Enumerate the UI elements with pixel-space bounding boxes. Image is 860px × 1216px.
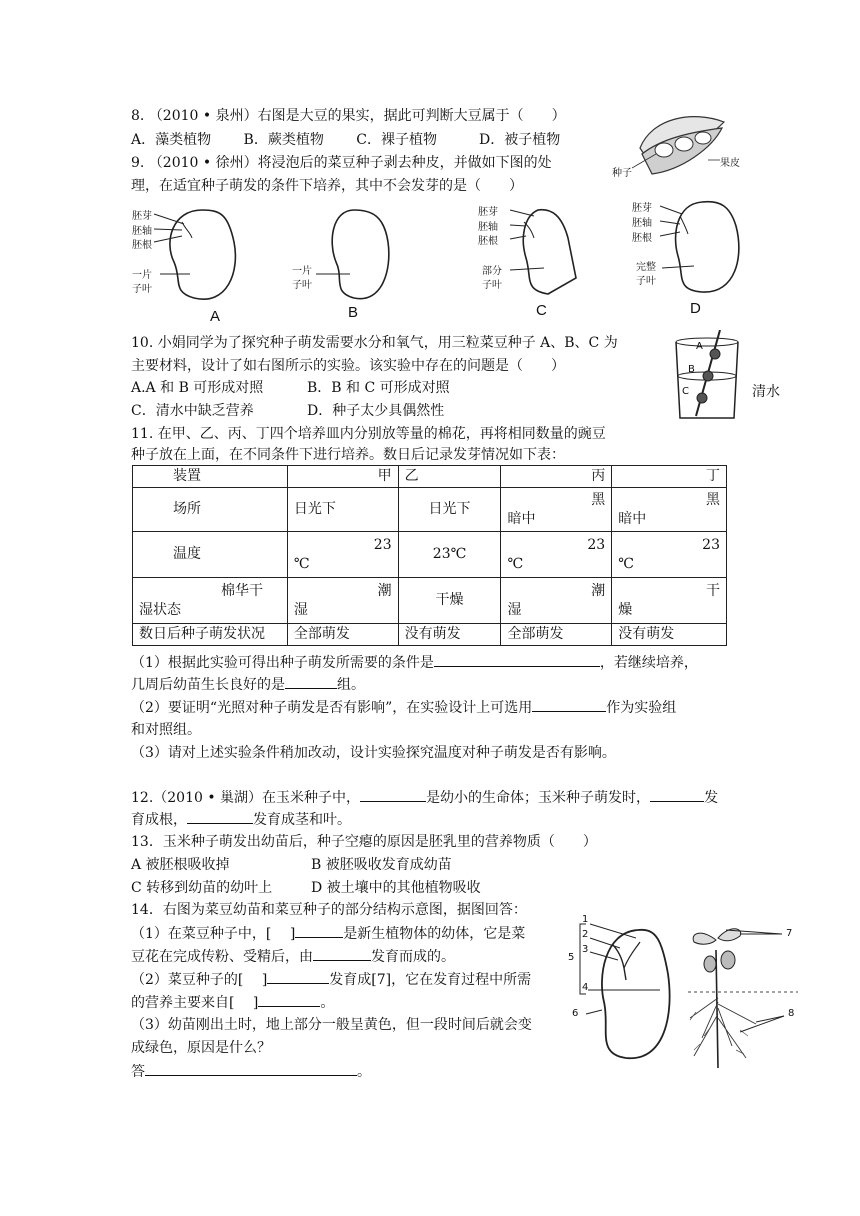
beaker-seed-a: A xyxy=(696,341,703,352)
fig-c-label-hypocotyl: 胚轴 xyxy=(478,222,498,233)
table-cell: 数日后种子萌发状况 xyxy=(133,624,288,646)
q13-option-b: B 被胚吸收发育成幼苗 xyxy=(311,857,452,873)
table-cell xyxy=(501,578,612,624)
fig-d-label-plumule: 胚芽 xyxy=(632,203,652,214)
q11-sub3: （3）请对上述实验条件稍加改动，设计实验探究温度对种子萌发是否有影响。 xyxy=(131,745,616,761)
table-cell: 日光下 xyxy=(398,488,501,532)
q14-s2b: 发育成[7]，它在发育过程中所需 xyxy=(329,972,532,988)
fig-num-2: 2 xyxy=(582,929,589,940)
q11-s1b: ，若继续培养， xyxy=(599,655,698,671)
q10-stem-2: 主要材料，设计了如右图所示的实验。该实验中存在的问题是（ ） xyxy=(131,358,565,374)
q12-line2 xyxy=(131,809,351,830)
answer-blank[interactable] xyxy=(532,697,606,712)
table-cell: 丙 xyxy=(501,466,612,488)
table-row xyxy=(133,578,727,624)
answer-blank[interactable] xyxy=(313,946,371,961)
q12-d: 育成根， xyxy=(131,812,187,828)
table-cell: 装置 xyxy=(133,466,288,488)
answer-blank[interactable] xyxy=(267,969,329,984)
q14-sub3-line1: （3）幼苗刚出土时，地上部分一般呈黄色，但一段时间后就会变 xyxy=(131,1017,532,1033)
fig-num-6: 6 xyxy=(572,1008,579,1019)
fig-num-1: 1 xyxy=(582,914,589,925)
fig-num-3: 3 xyxy=(582,944,589,955)
cell-line: 暗中 xyxy=(618,510,647,527)
soybean-pod-figure xyxy=(612,108,740,188)
table-cell: 干燥 xyxy=(398,578,501,624)
seed-figure-a xyxy=(132,202,272,327)
q11-sub1-line2 xyxy=(131,674,365,695)
pod-peel-label: 果皮 xyxy=(720,158,740,169)
beaker-water-label: 清水 xyxy=(752,384,780,400)
table-row xyxy=(133,532,727,578)
fig-c-label-plumule: 胚芽 xyxy=(478,207,498,218)
q14-s2c: 的营养主要来自[ ] xyxy=(131,995,259,1011)
table-cell: 全部萌发 xyxy=(287,624,398,646)
fig-num-7: 7 xyxy=(786,928,793,939)
q12-e: 发育成茎和叶。 xyxy=(253,812,351,828)
answer-blank[interactable] xyxy=(145,1061,357,1076)
fig-a-label-hypocotyl: 胚轴 xyxy=(132,226,152,237)
q14-sub2-line1 xyxy=(131,969,531,990)
fig-d-label-whole: 完整 xyxy=(636,262,656,273)
table-cell xyxy=(133,578,288,624)
beaker-seed-c: C xyxy=(682,386,689,397)
q14-sub3-line2: 成绿色，原因是什么？ xyxy=(131,1040,271,1056)
cell-line: 干 xyxy=(706,582,720,599)
cell-line: 23 xyxy=(702,536,720,553)
fig-c-label-radicle: 胚根 xyxy=(478,236,498,247)
answer-blank[interactable] xyxy=(650,787,704,802)
cell-line: 23 xyxy=(587,536,606,553)
fig-a-label-radicle: 胚根 xyxy=(132,240,152,251)
table-cell: 日光下 xyxy=(287,488,398,532)
fig-a-label-cotyledon: 子叶 xyxy=(132,284,152,295)
table-cell xyxy=(612,532,727,578)
cell-line: 23 xyxy=(373,536,392,553)
cell-line: ℃ xyxy=(507,555,524,572)
cell-line: 棉华干 xyxy=(221,582,263,599)
q11-sub2-line1 xyxy=(131,697,676,718)
q10-option-b: B．B 和 C 可形成对照 xyxy=(307,380,450,396)
q13-stem: 13．玉米种子萌发出幼苗后，种子空瘪的原因是胚乳里的营养物质（ ） xyxy=(131,834,597,850)
fig-d-label-hypocotyl: 胚轴 xyxy=(632,218,652,229)
q13-option-d: D 被土壤中的其他植物吸收 xyxy=(311,880,481,896)
q14-s3d: 。 xyxy=(357,1064,371,1080)
cell-line: 黑 xyxy=(706,491,720,508)
fig-num-4: 4 xyxy=(582,982,589,993)
cell-line: 暗中 xyxy=(507,510,536,527)
cell-line: 湿状态 xyxy=(139,601,181,618)
q14-stem: 14．右图为菜豆幼苗和菜豆种子的部分结构示意图，据图回答： xyxy=(131,902,527,918)
q11-s1c: 几周后幼苗生长良好的是 xyxy=(131,677,285,693)
cell-line: ℃ xyxy=(618,555,634,572)
q14-s2d: 。 xyxy=(320,995,335,1011)
answer-blank[interactable] xyxy=(295,923,343,938)
fig-a-label-one: 一片 xyxy=(132,270,152,281)
q10-stem-1: 10. 小娟同学为了探究种子萌发需要水分和氧气，用三粒菜豆种子 A、B、C 为 xyxy=(131,335,618,351)
q11-sub1-line1 xyxy=(131,652,698,673)
q9-stem-1: 9. （2010 • 徐州）将浸泡后的菜豆种子剥去种皮，并做如下图的处 xyxy=(131,155,552,171)
table-cell xyxy=(287,578,398,624)
q11-s1a: （1）根据此实验可得出种子萌发所需要的条件是 xyxy=(131,655,434,671)
answer-blank[interactable] xyxy=(187,809,253,824)
table-cell: 23℃ xyxy=(398,532,501,578)
q14-s1a: （1）在菜豆种子中，[ ] xyxy=(131,926,296,942)
seed-figure-d xyxy=(632,196,762,316)
cell-line: 潮 xyxy=(377,582,392,599)
q14-sub1-line1 xyxy=(131,923,525,944)
table-cell: 没有萌发 xyxy=(612,624,727,646)
seed-figure-c xyxy=(478,198,608,318)
q13-option-c: C 转移到幼苗的幼叶上 xyxy=(131,880,273,896)
q14-s2a: （2）菜豆种子的[ ] xyxy=(131,972,268,988)
q12-line1 xyxy=(131,787,718,808)
q12-c: 发 xyxy=(704,790,719,806)
cell-line: 湿 xyxy=(293,601,308,618)
answer-blank[interactable] xyxy=(285,674,337,689)
answer-blank[interactable] xyxy=(360,787,426,802)
bean-seed-seedling-figure xyxy=(560,914,810,1068)
table-cell: 温度 xyxy=(133,532,288,578)
q11-s1d: 组。 xyxy=(337,677,365,693)
fig-d-letter: D xyxy=(690,300,701,317)
experiment-table xyxy=(132,465,727,646)
fig-a-letter: A xyxy=(210,308,221,325)
q14-sub1-line2 xyxy=(131,946,455,967)
fig-c-letter: C xyxy=(536,302,547,319)
q11-s2a: （2）要证明“光照对种子萌发是否有影响”，在实验设计上可选用 xyxy=(131,700,533,716)
table-cell: 全部萌发 xyxy=(501,624,612,646)
q12-a: 12.（2010 • 巢湖）在玉米种子中， xyxy=(131,790,361,806)
pod-seed-label: 种子 xyxy=(612,168,632,179)
fig-num-5: 5 xyxy=(568,952,575,963)
q10-option-d: D．种子太少具偶然性 xyxy=(307,403,445,419)
table-row xyxy=(133,466,727,488)
beaker-seed-b: B xyxy=(688,364,695,375)
beaker-figure xyxy=(670,330,790,425)
seed-figure-b xyxy=(292,206,412,326)
table-row xyxy=(133,488,727,532)
cell-line: 湿 xyxy=(507,601,522,618)
cell-line: 黑 xyxy=(591,491,606,508)
q8-stem: 8. （2010 • 泉州）右图是大豆的果实，据此可判断大豆属于（ ） xyxy=(131,108,566,124)
table-cell xyxy=(287,532,398,578)
fig-c-label-cotyledon: 子叶 xyxy=(482,280,502,291)
q10-option-c: C．清水中缺乏营养 xyxy=(131,403,254,419)
q12-b: 是幼小的生命体；玉米种子萌发时， xyxy=(426,790,651,806)
fig-num-8: 8 xyxy=(788,1008,795,1019)
fig-b-label-one: 一片 xyxy=(292,266,312,277)
cell-line: 潮 xyxy=(591,582,606,599)
table-cell: 场所 xyxy=(133,488,288,532)
q11-stem-1: 11. 在甲、乙、丙、丁四个培养皿内分别放等量的棉花，再将相同数量的豌豆 xyxy=(131,426,606,442)
q11-sub2-line2: 和对照组。 xyxy=(131,722,201,738)
q10-option-a: A.A 和 B 可形成对照 xyxy=(131,380,264,396)
q14-s3c: 答 xyxy=(131,1064,145,1080)
table-cell: 没有萌发 xyxy=(398,624,501,646)
fig-d-label-radicle: 胚根 xyxy=(632,233,652,244)
q11-s2b: 作为实验组 xyxy=(606,700,677,716)
q8-options: A．藻类植物 B．蕨类植物 C．裸子植物 D．被子植物 xyxy=(131,132,561,148)
answer-blank[interactable] xyxy=(434,652,600,667)
table-row xyxy=(133,624,727,646)
cell-line: 燥 xyxy=(618,601,633,618)
table-cell: 甲 xyxy=(287,466,398,488)
cell-line: ℃ xyxy=(293,555,310,572)
table-cell: 丁 xyxy=(612,466,727,488)
fig-b-label-cotyledon: 子叶 xyxy=(292,280,312,291)
fig-b-letter: B xyxy=(348,304,359,321)
table-cell xyxy=(501,532,612,578)
q14-s1c: 豆花在完成传粉、受精后，由 xyxy=(131,949,313,965)
q14-sub2-line2 xyxy=(131,992,334,1013)
fig-c-label-part: 部分 xyxy=(482,266,502,277)
q11-stem-2: 种子放在上面，在不同条件下进行培养。数日后记录发芽情况如下表： xyxy=(131,447,565,463)
table-cell xyxy=(612,578,727,624)
fig-d-label-cotyledon: 子叶 xyxy=(636,276,656,287)
q13-option-a: A 被胚根吸收掉 xyxy=(131,857,230,873)
table-cell: 乙 xyxy=(398,466,501,488)
answer-blank[interactable] xyxy=(258,992,320,1007)
table-cell xyxy=(501,488,612,532)
q9-stem-2: 理，在适宜种子萌发的条件下培养，其中不会发芽的是（ ） xyxy=(131,178,523,194)
fig-a-label-plumule: 胚芽 xyxy=(132,211,152,222)
q14-s1d: 发育而成的。 xyxy=(371,949,455,965)
table-cell xyxy=(612,488,727,532)
q14-sub3-line3 xyxy=(131,1061,371,1082)
q14-s1b: 是新生植物体的幼体，它是菜 xyxy=(343,926,526,942)
